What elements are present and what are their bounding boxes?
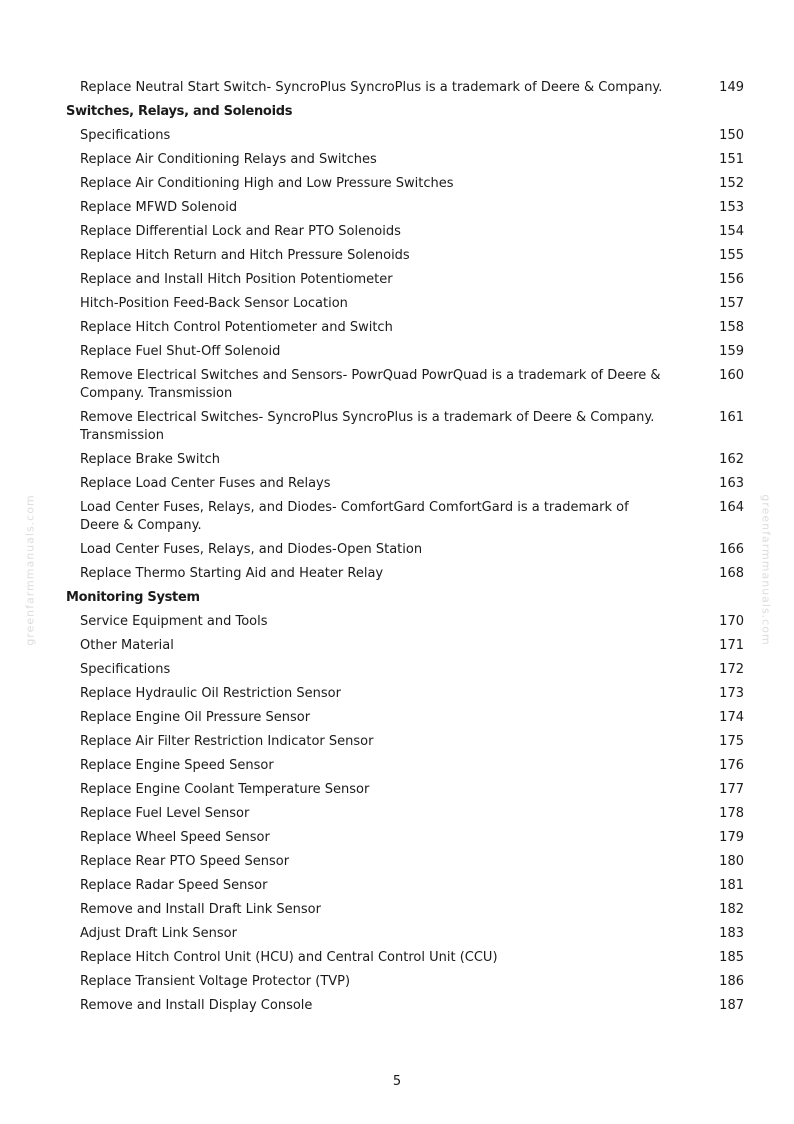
toc-entry[interactable] [66,244,744,268]
toc-entry[interactable] [66,268,744,292]
toc-entry-title[interactable]: Remove Electrical Switches- SyncroPlus SyncroPlus is a trademark of Deere & Company. Transmission [80,410,655,443]
toc-entry-page[interactable]: 185 [719,950,744,965]
toc-entry-page[interactable]: 157 [719,296,744,311]
toc-entry[interactable] [66,124,744,148]
toc-entry-page[interactable]: 149 [719,80,744,95]
toc-entry-title[interactable]: Service Equipment and Tools [80,614,268,629]
toc-entry-page[interactable]: 152 [719,176,744,191]
toc-entry-page[interactable]: 182 [719,902,744,917]
toc-entry[interactable] [66,778,744,802]
toc-entry-title[interactable]: Replace Transient Voltage Protector (TVP) [80,974,351,989]
toc-entry-title[interactable]: Replace Thermo Starting Aid and Heater Relay [80,566,384,581]
watermark-right: greenfarmmanuals.com [759,494,773,646]
toc-entry-title[interactable]: Replace Air Conditioning Relays and Switches [80,152,377,167]
watermark-left: greenfarmmanuals.com [23,494,37,646]
toc-entry[interactable] [66,472,744,496]
toc-entry[interactable] [66,946,744,970]
toc-entry[interactable] [66,826,744,850]
toc-entry-title[interactable]: Replace Air Filter Restriction Indicator Sensor [80,734,374,749]
toc-entry-title[interactable]: Adjust Draft Link Sensor [80,926,237,941]
toc-entry-page[interactable]: 187 [719,998,744,1013]
toc-entry-page[interactable]: 177 [719,782,744,797]
toc-entry[interactable] [66,922,744,946]
toc-entry-page[interactable]: 172 [719,662,744,677]
toc-entry[interactable] [66,682,744,706]
toc-entry-title[interactable]: Replace Hitch Return and Hitch Pressure Solenoids [80,248,410,263]
toc-entry-title[interactable]: Specifications [80,128,171,143]
toc-entry-title[interactable]: Replace Wheel Speed Sensor [80,830,270,845]
toc-entry[interactable] [66,172,744,196]
toc-entry[interactable] [66,754,744,778]
toc-entry[interactable] [66,898,744,922]
toc-entry[interactable] [66,730,744,754]
toc-entry-page[interactable]: 178 [719,806,744,821]
toc-section-heading [66,100,744,124]
toc-entry-title[interactable]: Replace Fuel Shut-Off Solenoid [80,344,281,359]
toc-entry-page[interactable]: 150 [719,128,744,143]
toc-entry[interactable] [66,406,744,448]
toc-entry-title[interactable]: Other Material [80,638,174,653]
toc-entry-page[interactable]: 164 [719,500,744,515]
toc-entry-title[interactable]: Replace Hitch Control Potentiometer and Switch [80,320,393,335]
toc-entry-title[interactable]: Replace Air Conditioning High and Low Pressure Switches [80,176,454,191]
toc-entry[interactable] [66,340,744,364]
toc-entry[interactable] [66,316,744,340]
toc-entry-title[interactable]: Replace Hydraulic Oil Restriction Sensor [80,686,341,701]
toc-entry-page[interactable]: 151 [719,152,744,167]
toc-entry[interactable] [66,706,744,730]
toc-entry-page[interactable]: 176 [719,758,744,773]
toc-entry-page[interactable]: 158 [719,320,744,335]
toc-entry[interactable] [66,364,744,406]
toc-entry-page[interactable]: 161 [719,410,744,425]
toc-entry[interactable] [66,658,744,682]
table-of-contents [66,76,744,1018]
toc-entry[interactable] [66,448,744,472]
page-number: 5 [392,1074,402,1089]
toc-entry-title[interactable]: Load Center Fuses, Relays, and Diodes- ComfortGard ComfortGard is a trademark of Deere & Company. [80,500,629,533]
toc-entry-title[interactable]: Replace Neutral Start Switch- SyncroPlus SyncroPlus is a trademark of Deere & Company. [80,80,663,95]
toc-entry-title[interactable]: Replace MFWD Solenoid [80,200,238,215]
toc-entry-page[interactable]: 153 [719,200,744,215]
toc-entry[interactable] [66,802,744,826]
toc-entry-page[interactable]: 159 [719,344,744,359]
toc-entry-title[interactable]: Replace Hitch Control Unit (HCU) and Central Control Unit (CCU) [80,950,498,965]
toc-entry-title[interactable]: Replace Engine Coolant Temperature Sensor [80,782,370,797]
toc-entry[interactable] [66,850,744,874]
toc-entry-title[interactable]: Replace Load Center Fuses and Relays [80,476,331,491]
toc-entry-page[interactable]: 170 [719,614,744,629]
toc-entry[interactable] [66,994,744,1018]
toc-entry[interactable] [66,562,744,586]
toc-entry-page[interactable]: 171 [719,638,744,653]
toc-entry[interactable] [66,610,744,634]
toc-entry-page[interactable]: 183 [719,926,744,941]
toc-entry-title[interactable]: Replace Engine Oil Pressure Sensor [80,710,311,725]
toc-entry[interactable] [66,76,744,100]
toc-entry-page[interactable]: 173 [719,686,744,701]
toc-entry[interactable] [66,196,744,220]
toc-entry-title[interactable]: Replace Radar Speed Sensor [80,878,268,893]
toc-entry-title[interactable]: Remove and Install Draft Link Sensor [80,902,321,917]
toc-entry[interactable] [66,148,744,172]
toc-entry-title[interactable]: Replace Brake Switch [80,452,220,467]
toc-entry-title[interactable]: Replace Rear PTO Speed Sensor [80,854,290,869]
toc-entry-title[interactable]: Load Center Fuses, Relays, and Diodes-Open Station [80,542,423,557]
toc-entry[interactable] [66,970,744,994]
toc-entry-title[interactable]: Remove Electrical Switches and Sensors- PowrQuad PowrQuad is a trademark of Deere & Company. Transmission [80,368,661,401]
toc-entry-page[interactable]: 186 [719,974,744,989]
toc-entry-page[interactable]: 174 [719,710,744,725]
toc-entry-title[interactable]: Hitch-Position Feed-Back Sensor Location [80,296,348,311]
toc-entry-page[interactable]: 162 [719,452,744,467]
toc-entry[interactable] [66,496,744,538]
toc-section-title: Monitoring System [66,590,200,605]
toc-entry[interactable] [66,292,744,316]
toc-entry-page[interactable]: 160 [719,368,744,383]
toc-entry[interactable] [66,874,744,898]
toc-entry-page[interactable]: 181 [719,878,744,893]
toc-entry-page[interactable]: 154 [719,224,744,239]
toc-section-title: Switches, Relays, and Solenoids [66,104,293,119]
toc-entry-title[interactable]: Specifications [80,662,171,677]
toc-entry-page[interactable]: 155 [719,248,744,263]
toc-entry-page[interactable]: 179 [719,830,744,845]
toc-entry[interactable] [66,634,744,658]
toc-entry-title[interactable]: Replace Fuel Level Sensor [80,806,250,821]
toc-entry-title[interactable]: Replace Differential Lock and Rear PTO Solenoids [80,224,401,239]
toc-entry[interactable] [66,538,744,562]
toc-entry-title[interactable]: Replace Engine Speed Sensor [80,758,274,773]
toc-section-heading [66,586,744,610]
toc-entry-title[interactable]: Replace and Install Hitch Position Potentiometer [80,272,393,287]
toc-entry-page[interactable]: 163 [719,476,744,491]
toc-entry-page[interactable]: 175 [719,734,744,749]
toc-entry-title[interactable]: Remove and Install Display Console [80,998,313,1013]
toc-entry-page[interactable]: 166 [719,542,744,557]
toc-entry-page[interactable]: 156 [719,272,744,287]
toc-entry-page[interactable]: 168 [719,566,744,581]
toc-entry[interactable] [66,220,744,244]
toc-entry-page[interactable]: 180 [719,854,744,869]
